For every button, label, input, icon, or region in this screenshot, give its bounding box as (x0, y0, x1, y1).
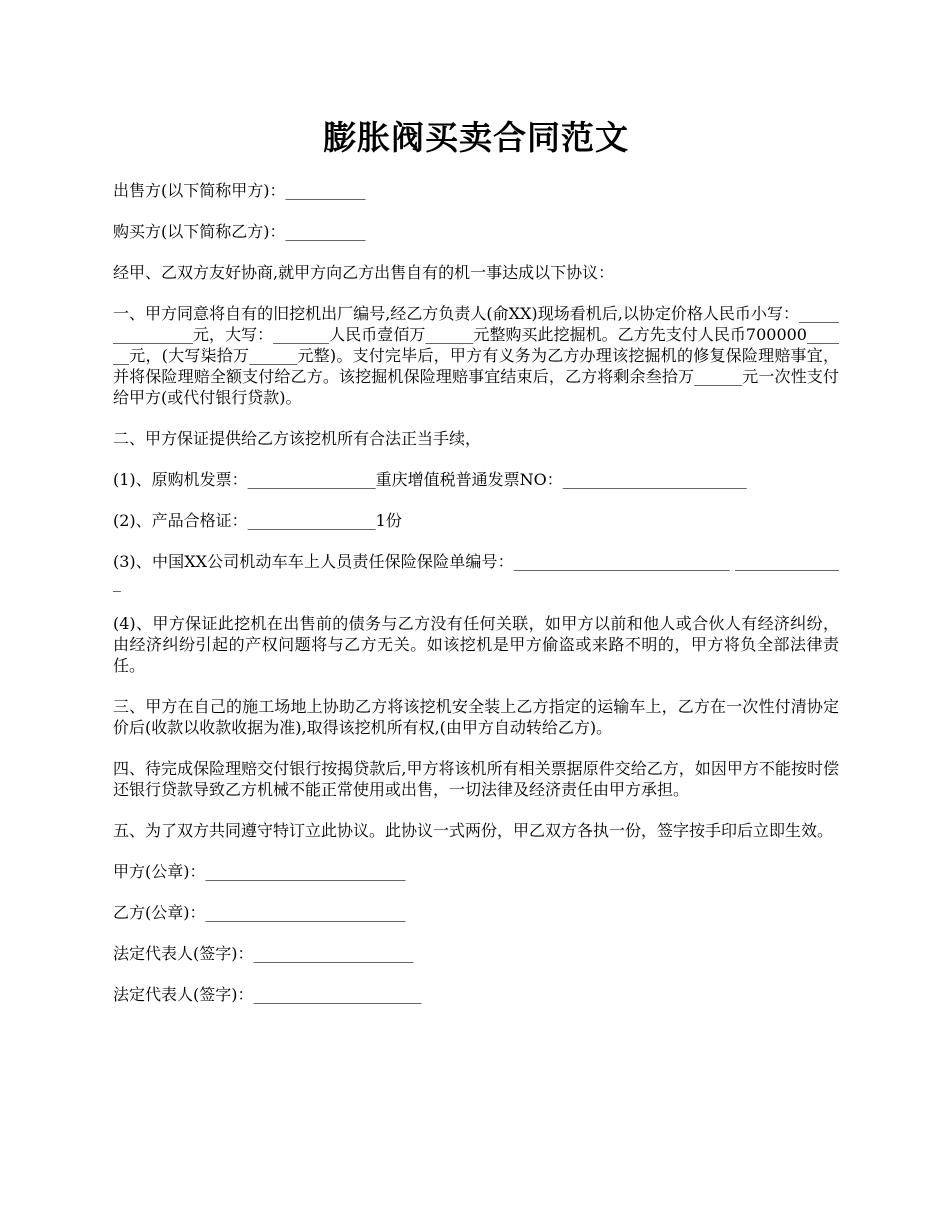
item-4-guarantee: (4)、甲方保证此挖机在出售前的债务与乙方没有任何关联，如甲方以前和他人或合伙人有经济纠纷，由经济纠纷引起的产权问题将与乙方无关。如该挖机是甲方偷盗或来路不明的，甲方将负全部法律责任。 (113, 614, 839, 675)
intro-paragraph: 经甲、乙双方友好协商,就甲方向乙方出售自有的机一事达成以下协议： (113, 263, 615, 282)
buyer-line: 购买方(以下简称乙方)：__________ (113, 222, 366, 241)
document-page (113, 118, 839, 1025)
document-title: 膨胀阀买卖合同范文 (323, 118, 629, 157)
party-b-seal-line: 乙方(公章)：_________________________ (113, 903, 406, 922)
item-2-certificate: (2)、产品合格证：________________1份 (113, 511, 402, 530)
clause-4-paragraph: 四、待完成保险理赔交付银行按揭贷款后,甲方将该机所有相关票据原件交给乙方，如因甲方不能按时偿还银行贷款导致乙方机械不能正常使用或出售，一切法律及经济责任由甲方承担。 (113, 759, 839, 799)
seller-line: 出售方(以下简称甲方)：__________ (113, 181, 366, 200)
clause-1-paragraph: 一、甲方同意将自有的旧挖机出厂编号,经乙方负责人(俞XX)现场看机后,以协定价格人民币小写：_______________元，大写：_______人民币壹佰万______元整购买此挖掘机。乙方先支付人民币700000______元，(大写柒拾万______元整)。支付完毕后，甲方有义务为乙方办理该挖掘机的修复保险理赔事宜，并将保险理赔全额支付给乙方。该挖掘机保险理赔事宜结束后，乙方将剩余叁拾万______元一次性支付给甲方(或代付银行贷款)。 (113, 304, 839, 407)
party-a-seal-line: 甲方(公章)：_________________________ (113, 862, 406, 881)
legal-rep-signature-line-1: 法定代表人(签字)：____________________ (113, 944, 414, 963)
item-3-insurance: (3)、中国XX公司机动车车上人员责任保险保险单编号：___________________________ ______________ (113, 552, 839, 592)
legal-rep-signature-line-2: 法定代表人(签字)：_____________________ (113, 985, 422, 1004)
clause-2-paragraph: 二、甲方保证提供给乙方该挖机所有合法正当手续， (113, 429, 482, 448)
item-1-invoice: (1)、原购机发票：________________重庆增值税普通发票NO：_______________________ (113, 470, 747, 489)
clause-3-paragraph: 三、甲方在自己的施工场地上协助乙方将该挖机安全装上乙方指定的运输车上，乙方在一次性付清协定价后(收款以收款收据为准),取得该挖机所有权,(由甲方自动转给乙方)。 (113, 697, 839, 737)
clause-5-paragraph: 五、为了双方共同遵守特订立此协议。此协议一式两份，甲乙双方各执一份，签字按手印后立即生效。 (113, 821, 834, 840)
